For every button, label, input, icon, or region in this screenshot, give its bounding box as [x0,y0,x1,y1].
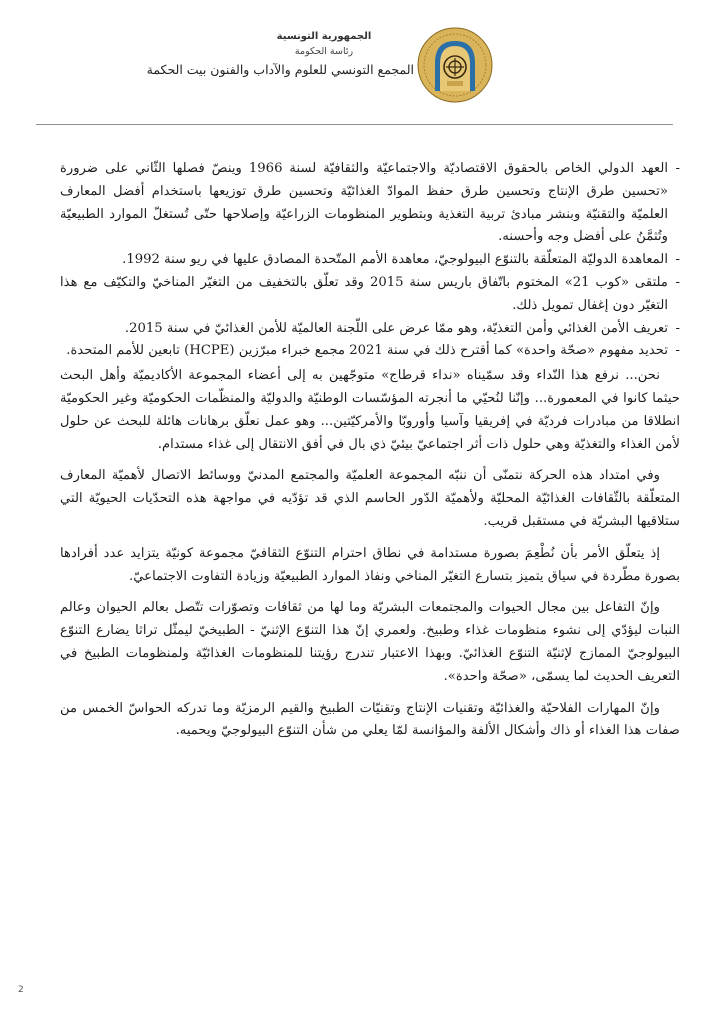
paragraph-carthage-call: نحن... نرفع هذا النّداء وقد سمّيناه «نداء قرطاج» متوجّهين به إلى أعضاء المجموعة الأكاديميّة وأهل البحث حيثما كانوا في المعمورة... وإنّنا لنُحيّي ما أنجرته المؤسّسات الوطنيّة والدوليّة والمنظّمات الحكوميّة وغير الحكوميّة انطلاقا من مبادرات فرديّة في إفريقيا وآسيا وأوروبّا والأمركيّتين... وهو عمل نعلّق برهانات هائلة للبحث عن حلول لأمن الغذاء والتغذيّة وهي حلول ذات أثر اجتماعيّ بيئيّ ذي بال في أفق الانتقال إلى غذاء مستدام. [60,368,680,452]
paragraph-sustainable-feeding: إذ يتعلّق الأمر بأن نُطْعِمَ بصورة مستدامة في نطاق احترام التنوّع الثقافيّ مجموعة كونيّة يتزايد عدد أفرادها بصورة مطّردة في سياق يتميز بتسارع التغيّر المناخي ونفاذ الموارد الطبيعيّة وزيادة التفاوت الاجتماعيّ. [60,545,680,584]
list-item-text: ملتقى «كوب 21» المختوم باتّفاق باريس سنة 2015 وقد تعلّق بالتخفيف من التغيّر المناخيّ والتكيّف مع هذا التغيّر دون إغفال تمويل ذلك. [60,274,668,313]
paragraph-ethno-culinary-diversity: وإنّ التفاعل بين مجال الحيوات والمجتمعات البشريّة وما لها من ثقافات وتصوّرات تتّصل بعالم الحيوان وعالم النبات ليؤدّي إلى نشوء منظومات غذاء وطبيخ. ولعمري إنّ هذا التنوّع الإثنيّ - الطبيخيّ ليمثّل تراثا يضارع التنوّع البيولوجيّ الممازج لإثنيّة التنوّع الغذائيّ. وبهذا الاعتبار تندرج رؤيتنا للمنظومات الغذائيّة ولمنظومات الطبيخ في التعريف الحديث لما يسمّى، «صحّة واحدة». [60,600,680,684]
references-list [60,158,680,363]
header-divider [36,124,673,125]
letterhead [0,22,724,112]
list-item [60,318,680,341]
list-item [60,249,680,272]
list-item [60,272,680,318]
beit-al-hikma-seal-icon [417,27,493,103]
list-item [60,340,680,363]
bullet-dash: - [675,343,680,359]
list-item-text: تحديد مفهوم «صحّة واحدة» كما أقترح ذلك في سنة 2021 مجمع خبراء مبرّزين (HCPE) تابعين للأمم المتحدة. [66,343,668,359]
document-body [60,158,680,743]
list-item-text: العهد الدولي الخاص بالحقوق الاقتصاديّة والاجتماعيّة والثقافيّة لسنة 1966 وينصّ فصلها الثّاني على ضرورة «تحسين طرق الإنتاج وتحسين طرق حفظ الموادّ الغذائيّة وتحسين طرق توزيعها باستخدام أفضل المعارف العلميّة والتقنيّة وبنشر مبادئ تربية التغذية وبتطوير المنظومات الزراعيّة وإصلاحها حتّى تُستغلّ الموارد الطبيعيّة وتُثمَّنُ على أفضل وجه وأحسنه. [60,161,668,245]
paragraph-food-cultures: وفي امتداد هذه الحركة نتمنّى أن ننبّه المجموعة العلميّة والمجتمع المدنيّ ووسائط الاتصال لأهميّة المعارف المتعلّقة بالثّقافات الغذائيّة المحليّة ولأهميّة الدّور الحاسم الذي قد تؤدّيه في مواجهة هذه التحدّيات الحيويّة التي ستلاقيها البشريّة في مستقبل قريب. [60,468,680,529]
list-item-text: المعاهدة الدوليّة المتعلّقة بالتنوّع البيولوجيّ، معاهدة الأمم المتّحدة المصادق عليها في ريو سنة 1992. [122,252,668,268]
letterhead-text [146,30,414,81]
institution-name: المجمع التونسي للعلوم والآداب والفنون بيت الحكمة [146,62,414,77]
bullet-dash: - [675,320,680,336]
list-item [60,158,680,249]
list-item-text: تعريف الأمن الغذائي وأمن التغذيّة، وهو ممّا عرض على اللّجنة العالميّة للأمن الغذائيّ في سنة 2015. [124,320,668,336]
page-number: 2 [18,985,24,995]
bullet-dash: - [675,274,680,290]
bullet-dash: - [675,161,680,176]
paragraph-agricultural-skills: وإنّ المهارات الفلاحيّة والغذائيّة وتقنيات الإنتاج وتقنيّات الطبيخ والقيم الرمزيّة وما تدركه الحواسّ الخمس من صفات هذا الغذاء أو ذاك وأشكال الألفة والمؤانسة لمّا يعلي من شأن التنوّع البيولوجيّ ويحميه. [60,700,680,739]
bullet-dash: - [675,252,680,268]
country-name: الجمهورية التونسية [276,31,372,42]
office-name: رئاسة الحكومة [294,46,354,57]
